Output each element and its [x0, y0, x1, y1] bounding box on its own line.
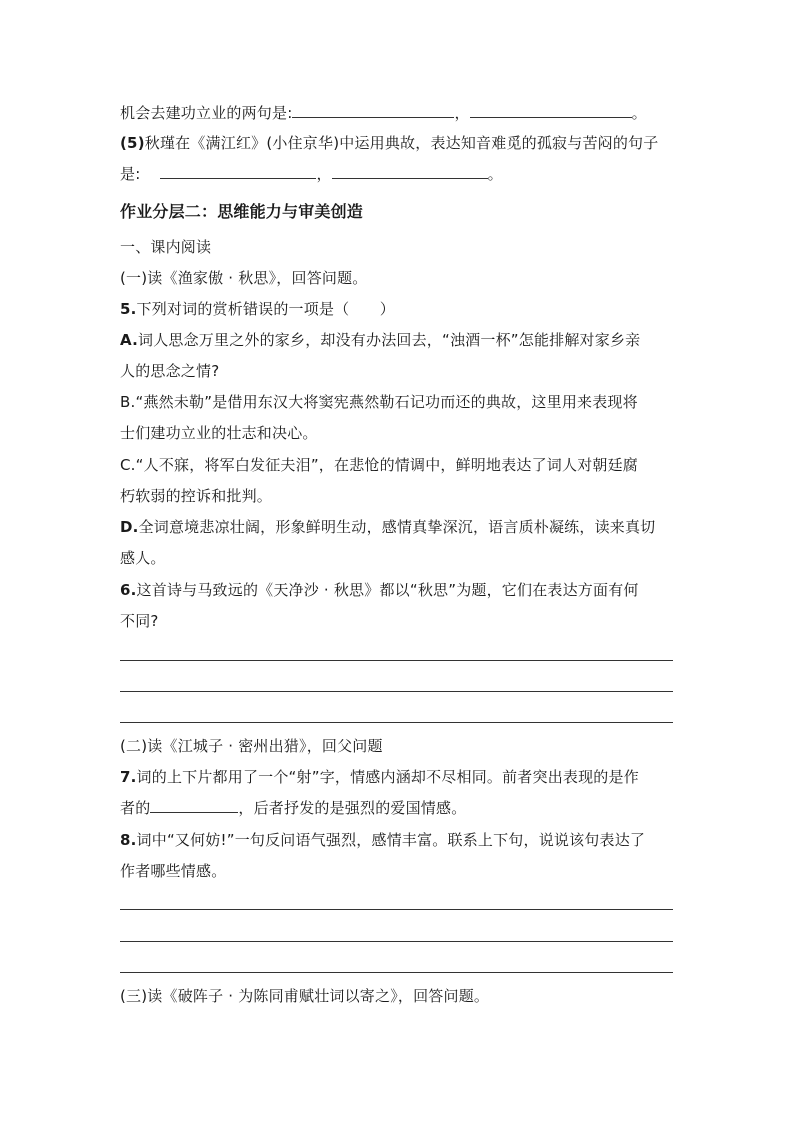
q7-line-2-pre: 者的: [120, 799, 151, 817]
q5-option-a-line-1[interactable]: [120, 330, 640, 350]
q7-line-1: [120, 767, 639, 787]
answer-blank[interactable]: [470, 103, 632, 118]
q4-sub5-number: (5): [120, 134, 145, 152]
period: 。: [631, 104, 647, 122]
q5-option-a-line-2: 人的思念之情?: [120, 362, 220, 380]
q4-sub5-line-2: [120, 164, 503, 184]
q7-line-2: [120, 798, 466, 818]
q6-line-1: [120, 580, 639, 600]
option-c-text: “人不寐，将军白发征夫泪”，在悲怆的情调中，鲜明地表达了词人对朝廷腐: [135, 456, 639, 474]
q7-number: 7.: [120, 768, 137, 786]
q5-option-b-line-1[interactable]: [120, 392, 638, 412]
q6-number: 6.: [120, 581, 137, 599]
q5-option-d-line-1[interactable]: [120, 517, 655, 537]
option-a-text: 词人思念万里之外的家乡，却没有办法回去，“浊酒一杯”怎能排解对家乡亲: [138, 331, 641, 349]
q7-line-2-post: ，后者抒发的是强烈的爱国情感。: [238, 799, 467, 817]
answer-blank[interactable]: [150, 798, 238, 813]
q6-text: 这首诗与马致远的《天净沙 · 秋思》都以“秋思”为题，它们在表达方面有何: [136, 581, 639, 599]
answer-line[interactable]: [120, 660, 673, 661]
answer-blank[interactable]: [160, 164, 316, 179]
section-heading: 作业分层二：思维能力与审美创造: [120, 202, 364, 221]
q4-line-1-text: 机会去建功立业的两句是:: [120, 104, 293, 122]
part-heading: 一、课内阅读: [120, 238, 212, 256]
q8-line-2: 作者哪些情感。: [120, 862, 227, 880]
answer-blank[interactable]: [292, 103, 454, 118]
reading-3-title: (三)读《破阵子 · 为陈同甫赋壮词以寄之》，回答问题。: [120, 987, 490, 1005]
option-d-text: 全词意境悲凉壮阔，形象鲜明生动，感情真挚深沉，语言质朴凝练，读来真切: [138, 518, 656, 536]
q8-text: 词中“又何妨!”一句反问语气强烈，感情丰富。联系上下句，说说该句表达了: [136, 831, 646, 849]
answer-blank[interactable]: [332, 164, 488, 179]
option-b-label: B.: [120, 393, 136, 411]
q6-line-2: 不同?: [120, 612, 159, 630]
answer-line[interactable]: [120, 972, 673, 973]
q5-option-d-line-2: 感人。: [120, 549, 166, 567]
separator: ，: [454, 104, 470, 122]
answer-line[interactable]: [120, 691, 673, 692]
option-a-label: A.: [120, 331, 138, 349]
option-b-text: “燕然未勒”是借用东汉大将窦宪燕然勒石记功而还的典故，这里用来表现将: [135, 393, 638, 411]
q4-sub5-cont: 是:: [120, 165, 141, 183]
q8-line-1: [120, 830, 645, 850]
separator: ，: [316, 165, 332, 183]
answer-line[interactable]: [120, 941, 673, 942]
q4-sub5-text: 秋瑾在《满江红》(小住京华)中运用典故，表达知音难觅的孤寂与苦闷的句子: [144, 134, 659, 152]
q5-option-c-line-2: 朽软弱的控诉和批判。: [120, 487, 273, 505]
answer-line[interactable]: [120, 909, 673, 910]
answer-line[interactable]: [120, 722, 673, 723]
period: 。: [487, 165, 503, 183]
option-c-label: C.: [120, 456, 136, 474]
reading-1-title: (一)读《渔家傲 · 秋思》，回答问题。: [120, 269, 368, 287]
q5-option-c-line-1[interactable]: [120, 455, 638, 475]
q5-number: 5.: [120, 300, 137, 318]
option-d-label: D.: [120, 518, 139, 536]
reading-2-title: (二)读《江城子 · 密州出猎》，回父问题: [120, 737, 383, 755]
q5-option-b-line-2: 士们建功立业的壮志和决心。: [120, 424, 318, 442]
q7-text: 词的上下片都用了一个“射”字，情感内涵却不尽相同。前者突出表现的是作: [136, 768, 639, 786]
q8-number: 8.: [120, 831, 137, 849]
q5-stem: [120, 299, 395, 319]
q4-sub5-line-1: [120, 133, 658, 153]
q4-line-1: [120, 103, 647, 123]
q5-stem-text: 下列对词的赏析错误的一项是（ ）: [136, 300, 395, 318]
